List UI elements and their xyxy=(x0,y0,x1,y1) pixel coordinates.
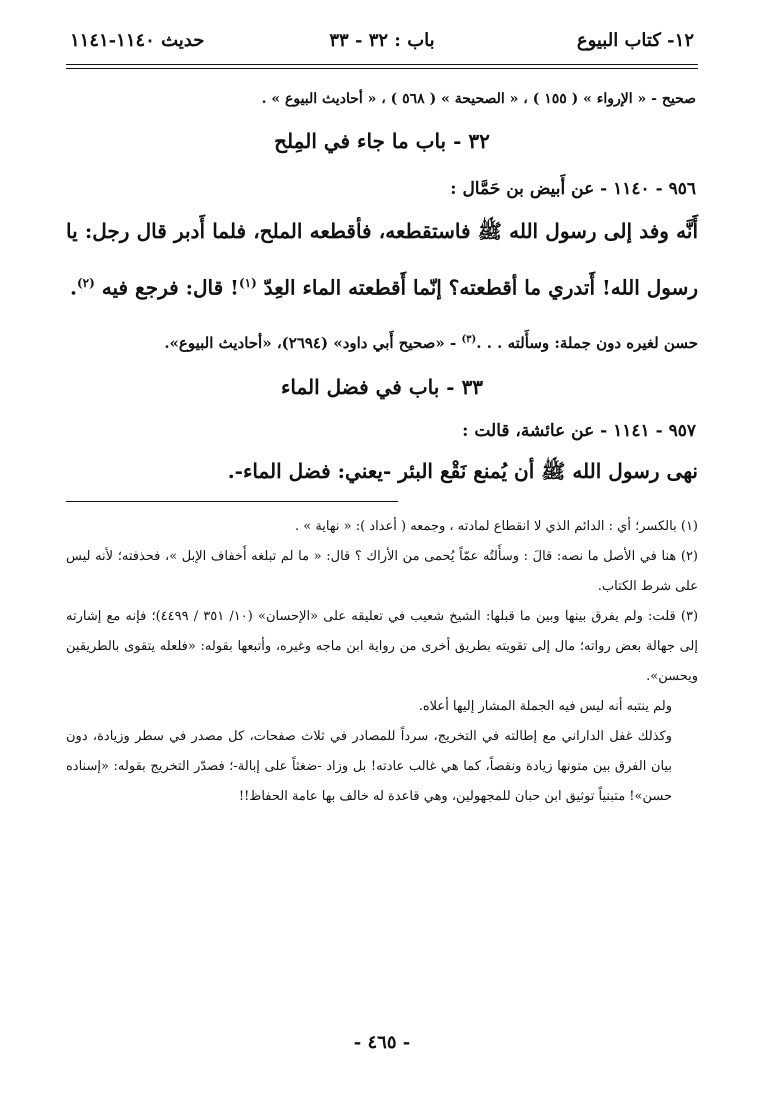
previous-hadith-grading: صحيح - « الإرواء » ( ١٥٥ ) ، « الصحيحة » ( ٥٦٨ ) ، « أحاديث البيوع » . xyxy=(261,91,696,107)
hadith-text-956 xyxy=(66,205,698,314)
hadith-text-part-2: ! قال: فرجع فيه xyxy=(94,275,239,300)
footnote-ref-2: (٢) xyxy=(76,276,95,290)
header-chapters: باب : ٣٢ - ٣٣ xyxy=(329,30,435,51)
header-book-title: ١٢- كتاب البيوع xyxy=(576,30,694,51)
hadith-number-957: ٩٥٧ - ١١٤١ - عن عائشة، قالت : xyxy=(462,420,696,441)
hadith-text-part-1: أَنَّه وفد إلى رسول الله ﷺ فاستقطعه، فأقطعه الملح، فلما أَدبر قال رجل: يا رسول الله! أَتدري ما أقطعته؟ إنّما أَقطعته الماء العِدّ xyxy=(66,219,698,300)
footnote-divider xyxy=(66,501,398,502)
grading-part-1: حسن لغيره دون جملة: وسأَلته . . . xyxy=(476,333,698,352)
footnotes xyxy=(66,512,698,812)
hadith-text-957: نهى رسول الله ﷺ أن يُمنع نَقْع البئر -يعني: فضل الماء-. xyxy=(227,458,698,483)
footnote-2: (٢) هنا في الأصل ما نصه: قالَ : وسأَلتُه عمّاً يُحمى من الأراك ؟ قال: « ما لم تبلغه أَخفاف الإبل »، فحذفته؛ لأنه ليس على شرط الكتاب. xyxy=(66,548,698,594)
footnote-ref-1: (١) xyxy=(238,276,257,290)
chapter-heading-33: ٣٣ - باب في فضل الماء xyxy=(280,374,484,399)
grading-part-2: - «صحيح أَبي داود» (٢٦٩٤)، «أحاديث البيوع». xyxy=(164,333,462,352)
header-divider xyxy=(66,64,698,69)
hadith-number-956: ٩٥٦ - ١١٤٠ - عن أَبيض بن حَمَّال : xyxy=(450,179,696,199)
footnote-ref-3: (٣) xyxy=(461,333,477,345)
footnote-3: (٣) قلت: ولم يفرق بينها وبين ما قبلها: الشيخ شعيب في تعليقه على «الإحسان» (١٠/ ٣٥١ / ٤٤٩٩)؛ فإنه مع إشارته إلى جهالة بعض رواته؛ مال إلى تقويته بطريق أخرى من رواية ابن ماجه وغيره، وأتبعها بقوله: «فلعله يتقوى بالطريقين ويحسن». xyxy=(66,608,699,684)
header-hadith-range: حديث ١١٤٠-١١٤١ xyxy=(70,30,205,51)
chapter-heading-32: ٣٢ - باب ما جاء في المِلح xyxy=(274,129,490,153)
footnote-3-continued: ولم ينتبه أنه ليس فيه الجملة المشار إليها أعلاه. xyxy=(418,698,672,714)
hadith-text-end: . xyxy=(70,275,77,300)
footnote-3-continued-2: وكذلك غفل الداراني مع إطالته في التخريج، سرداً للمصادر في ثلاث صفحات، كل مصدر في سطر وزيادة، دون بيان الفرق بين متونها زيادة ونقصاً، كما هي غالب عادته! بل وزاد -ضغثاً على إبالة-؛ فصدّر التخريج بقوله: «إسناده حسن»! متبنياً توثيق ابن حبان للمجهولين، وهي قاعدة له خالف بها عامة الحفاظ!! xyxy=(66,728,672,804)
hadith-grading-956 xyxy=(66,322,698,361)
book-page xyxy=(66,28,698,812)
running-header xyxy=(66,28,698,62)
footnote-1: (١) بالكسر؛ أي : الدائم الذي لا انقطاع لمادته ، وجمعه ( أعداد ): « نهاية » . xyxy=(294,518,698,534)
main-content xyxy=(66,91,698,812)
page-number: - ٤٦٥ - xyxy=(353,1032,411,1053)
